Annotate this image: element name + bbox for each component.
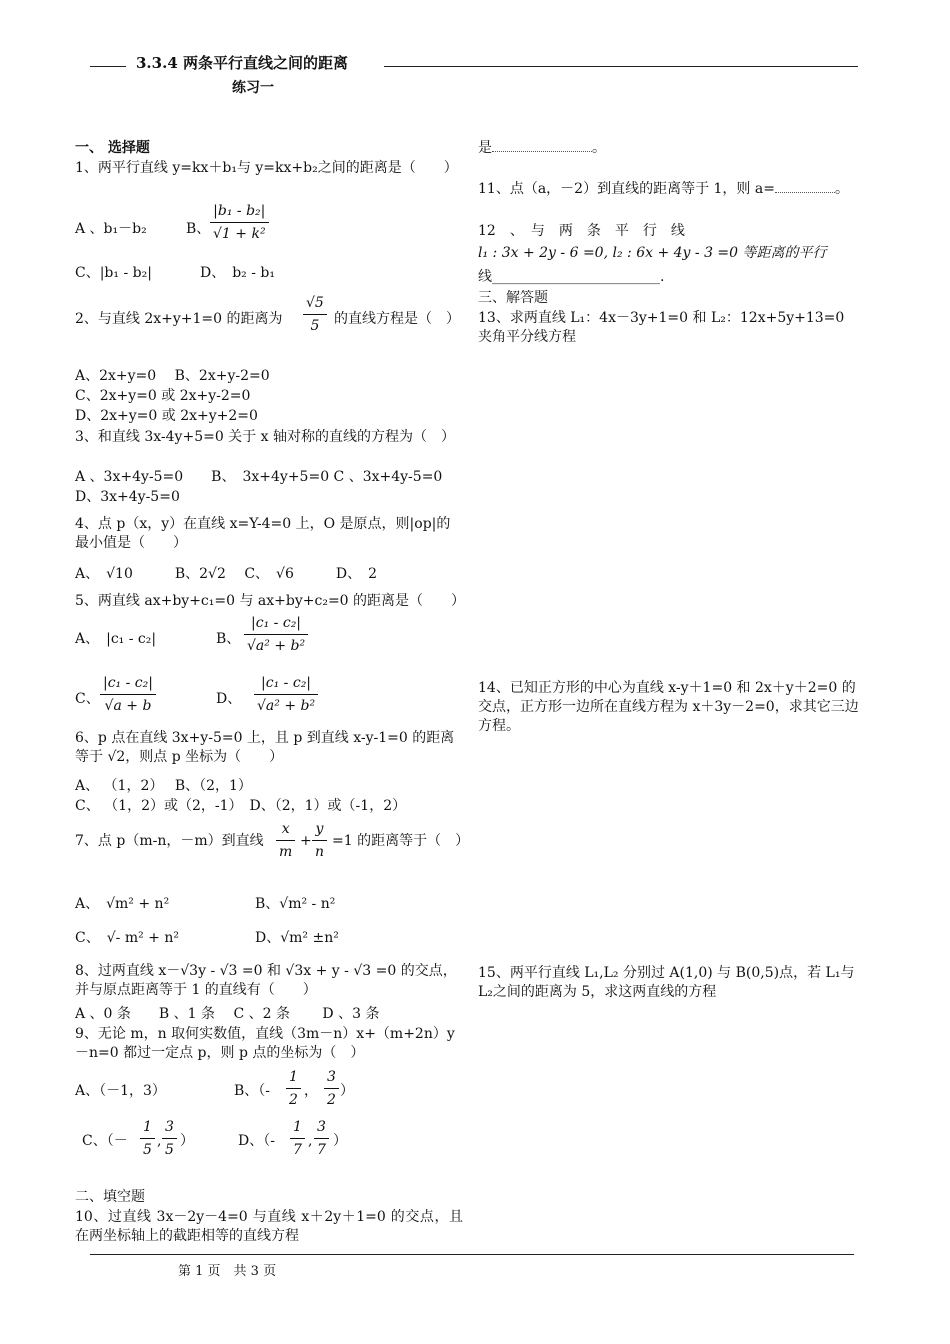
question-1: 1、两平行直线 y=kx＋b₁与 y=kx+b₂之间的距离是（ ） bbox=[75, 160, 458, 176]
q4-options: A、 √10 B、2√2 C、 √6 D、 2 bbox=[75, 566, 377, 582]
q9-d-f1-numerator: 1 bbox=[290, 1116, 305, 1139]
q5-c-denominator: √a + b bbox=[104, 698, 152, 714]
q2-option-c: C、2x+y=0 或 2x+y-2=0 bbox=[75, 388, 251, 404]
q9-b-fraction-1 bbox=[286, 1066, 301, 1111]
q9-c-separator: , bbox=[157, 1133, 162, 1149]
q5-option-d-label: D、 bbox=[216, 691, 242, 707]
q1-option-c: C、|b₁ - b₂| bbox=[75, 265, 152, 281]
question-7-pre: 7、点 p（m-n，－m）到直线 bbox=[75, 833, 264, 849]
section-fill-in: 二、填空题 bbox=[75, 1189, 145, 1205]
q9-b-close: ） bbox=[340, 1083, 354, 1099]
question-4: 4、点 p（x，y）在直线 x=Y-4=0 上，O 是原点，则|op|的最小值是（ ） bbox=[75, 516, 451, 551]
page-title: 3.3.4 两条平行直线之间的距离 bbox=[136, 54, 348, 72]
q5-option-b-label: B、 bbox=[216, 631, 241, 647]
q2-fraction bbox=[303, 292, 327, 337]
question-10: 10、过直线 3x－2y－4=0 与直线 x＋2y＋1=0 的交点，且在两坐标轴上的截距相等的直线方程 bbox=[75, 1209, 463, 1244]
q7-f1-numerator: x bbox=[276, 818, 295, 841]
q6-options-cd: C、 （1，2）或（2，-1） D、（2，1）或（-1，2） bbox=[75, 798, 407, 814]
q9-option-a: A、（－1，3） bbox=[75, 1083, 166, 1099]
question-2-pre: 2、与直线 2x+y+1=0 的距离为 bbox=[75, 311, 283, 327]
question-8: 8、过两直线 x－√3y - √3 =0 和 √3x + y - √3 =0 的交点，并与原点距离等于 1 的直线有（ ） bbox=[75, 963, 457, 998]
question-14: 14、已知正方形的中心为直线 x-y＋1=0 和 2x＋y＋2=0 的交点，正方形一边所在直线方程为 x＋3y－2=0，求其它三边方程。 bbox=[478, 680, 859, 734]
header-rule-right bbox=[384, 66, 858, 67]
q9-option-b-label: B、（- bbox=[234, 1083, 271, 1099]
q9-d-f1-denominator: 7 bbox=[293, 1142, 302, 1158]
q7-option-a: A、 √m² + n² bbox=[75, 896, 170, 912]
q8-options: A 、0 条 B 、1 条 C 、2 条 D 、3 条 bbox=[75, 1006, 380, 1022]
q1-option-b-label: B、 bbox=[186, 221, 211, 237]
question-6: 6、p 点在直线 3x+y-5=0 上，且 p 到直线 x-y-1=0 的距离等于 √2，则点 p 坐标为（ ） bbox=[75, 730, 455, 765]
question-9: 9、无论 m，n 取何实数值，直线（3m－n）x+（m+2n）y－n=0 都过一定点 p，则 p 点的坐标为（ ） bbox=[75, 1026, 455, 1061]
q7-f2-numerator: y bbox=[312, 818, 327, 841]
q9-b-separator: ， bbox=[304, 1083, 318, 1099]
q2-numerator: √5 bbox=[303, 292, 327, 315]
q9-option-c-label: C、（－ bbox=[82, 1133, 128, 1149]
page-number: 第 1 页 共 3 页 bbox=[178, 1264, 277, 1279]
q5-option-d-fraction bbox=[254, 672, 318, 717]
q6-options-ab: A、 （1，2） B、（2，1） bbox=[75, 778, 252, 794]
q9-c-f2-numerator: 3 bbox=[162, 1116, 177, 1139]
question-7-post: =1 的距离等于（ ） bbox=[332, 833, 470, 849]
question-11 bbox=[478, 180, 849, 199]
q3-option-d: D、3x+4y-5=0 bbox=[75, 489, 180, 505]
q5-option-a: A、 |c₁ - c₂| bbox=[75, 631, 157, 647]
q2-options-ab: A、2x+y=0 B、2x+y-2=0 bbox=[75, 368, 270, 384]
question-12-line1: 12 、 与 两 条 平 行 线 bbox=[478, 223, 685, 239]
q9-b-fraction-2 bbox=[324, 1066, 339, 1111]
q7-f1-denominator: m bbox=[279, 844, 293, 860]
q1-b-denominator: √1 + k² bbox=[213, 226, 266, 242]
q11-text: 11、点（a，－2）到直线的距离等于 1，则 a= bbox=[478, 181, 775, 197]
section-choice: 一、 选择题 bbox=[75, 140, 150, 156]
q9-d-fraction-1 bbox=[290, 1116, 305, 1161]
q9-d-separator: , bbox=[308, 1133, 313, 1149]
q5-option-b-fraction bbox=[244, 612, 308, 657]
q7-f2-denominator: n bbox=[315, 844, 325, 860]
q2-option-d: D、2x+y=0 或 2x+y+2=0 bbox=[75, 408, 258, 424]
q7-fraction-y bbox=[312, 818, 327, 863]
question-12-line3: 线________________________. bbox=[478, 269, 665, 285]
q1-option-d: D、 b₂ - b₁ bbox=[200, 265, 276, 281]
q7-option-c: C、 √- m² + n² bbox=[75, 930, 179, 946]
question-2-post: 的直线方程是（ ） bbox=[334, 311, 460, 327]
header-rule-left bbox=[90, 66, 126, 67]
q9-option-d-label: D、（- bbox=[238, 1133, 275, 1149]
q9-d-close: ） bbox=[333, 1133, 347, 1149]
q9-d-f2-denominator: 7 bbox=[317, 1142, 326, 1158]
q2-denominator: 5 bbox=[310, 318, 320, 334]
q9-b-f1-numerator: 1 bbox=[286, 1066, 301, 1089]
q1-b-numerator: |b₁ - b₂| bbox=[210, 200, 269, 223]
q3-options-abc: A 、3x+4y-5=0 B、 3x+4y+5=0 C 、3x+4y-5=0 bbox=[75, 469, 443, 485]
q7-option-d: D、√m² ±n² bbox=[255, 930, 339, 946]
q5-d-denominator: √a² + b² bbox=[257, 698, 316, 714]
question-12-line2: l₁ : 3x + 2y - 6 =0, l₂ : 6x + 4y - 3 =0 等距离的平行 bbox=[478, 245, 827, 261]
page-subtitle: 练习一 bbox=[232, 80, 274, 96]
question-5: 5、两直线 ax+by+c₁=0 与 ax+by+c₂=0 的距离是（ ） bbox=[75, 593, 466, 609]
q5-b-numerator: |c₁ - c₂| bbox=[244, 612, 308, 635]
q7-plus: + bbox=[300, 833, 312, 849]
q9-c-fraction-1 bbox=[140, 1116, 155, 1161]
q10-cont-text: 是 bbox=[478, 140, 492, 156]
q9-c-close: ） bbox=[180, 1133, 194, 1149]
q9-c-f2-denominator: 5 bbox=[165, 1142, 174, 1158]
section-answers: 三、解答题 bbox=[478, 290, 548, 306]
q9-c-f1-denominator: 5 bbox=[143, 1142, 152, 1158]
question-15: 15、两平行直线 L₁,L₂ 分别过 A(1,0) 与 B(0,5)点，若 L₁与 L₂之间的距离为 5，求这两直线的方程 bbox=[478, 965, 855, 1000]
footer-rule bbox=[90, 1254, 854, 1255]
q9-c-f1-numerator: 1 bbox=[140, 1116, 155, 1139]
q10-cont-end: 。 bbox=[592, 140, 606, 156]
q5-option-c-label: C、 bbox=[75, 691, 100, 707]
q7-fraction-x bbox=[276, 818, 295, 863]
question-13: 13、求两直线 L₁：4x－3y+1=0 和 L₂：12x+5y+13=0 夹角平分线方程 bbox=[478, 310, 845, 345]
question-10-cont bbox=[478, 139, 606, 158]
q9-b-f2-denominator: 2 bbox=[327, 1092, 336, 1108]
q9-b-f2-numerator: 3 bbox=[324, 1066, 339, 1089]
q1-option-a: A 、b₁－b₂ bbox=[75, 221, 147, 237]
question-3: 3、和直线 3x-4y+5=0 关于 x 轴对称的直线的方程为（ ） bbox=[75, 429, 455, 445]
q9-b-f1-denominator: 2 bbox=[289, 1092, 298, 1108]
q9-d-f2-numerator: 3 bbox=[314, 1116, 329, 1139]
q5-d-numerator: |c₁ - c₂| bbox=[254, 672, 318, 695]
q1-option-b-fraction bbox=[210, 200, 269, 245]
q5-option-c-fraction bbox=[100, 672, 156, 717]
q7-option-b: B、√m² - n² bbox=[255, 896, 336, 912]
q5-b-denominator: √a² + b² bbox=[247, 638, 306, 654]
q11-answer-blank[interactable] bbox=[775, 184, 835, 193]
q11-end: 。 bbox=[834, 181, 849, 197]
q10-answer-blank[interactable] bbox=[492, 143, 592, 152]
q9-c-fraction-2 bbox=[162, 1116, 177, 1161]
q9-d-fraction-2 bbox=[314, 1116, 329, 1161]
q5-c-numerator: |c₁ - c₂| bbox=[100, 672, 156, 695]
